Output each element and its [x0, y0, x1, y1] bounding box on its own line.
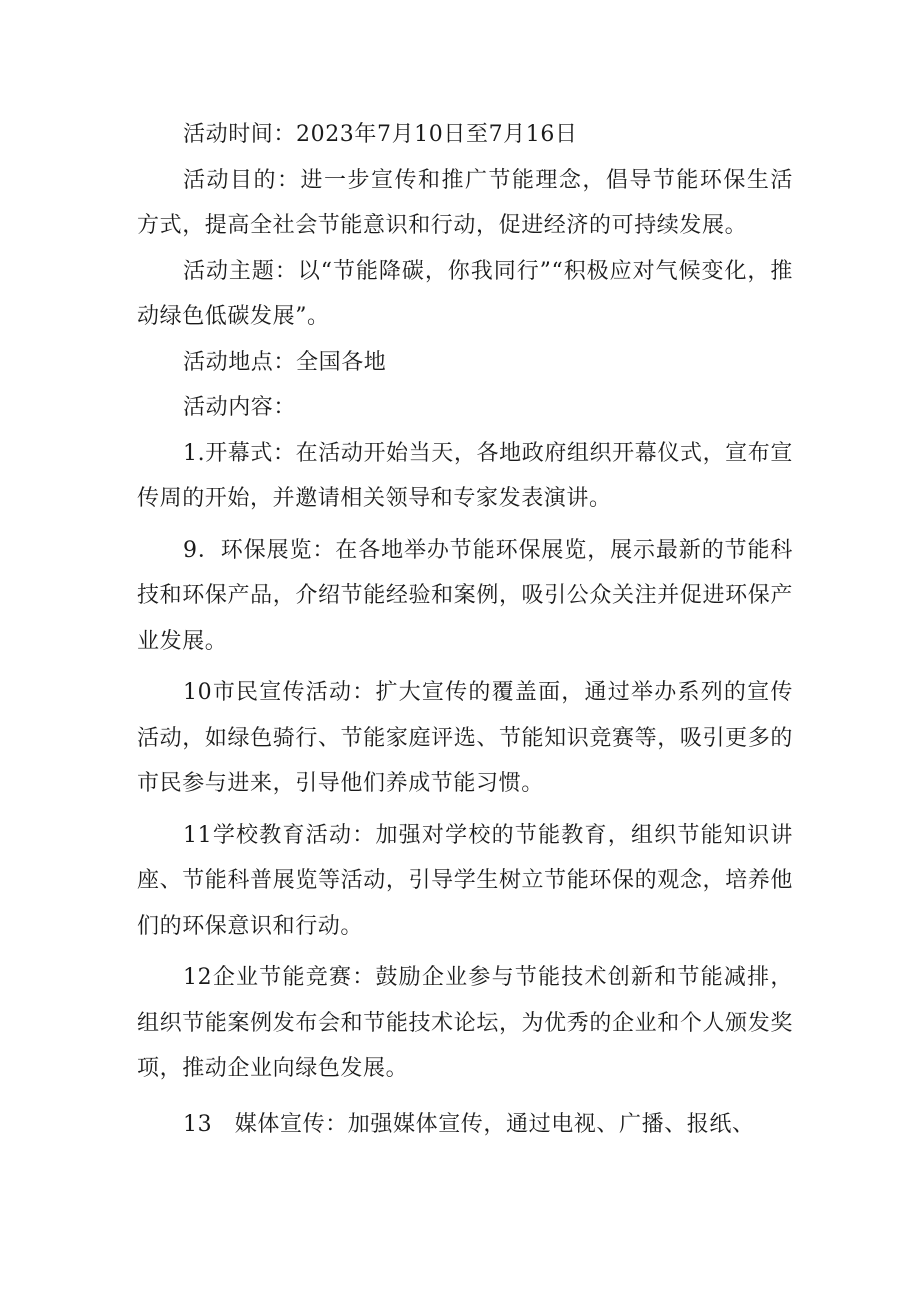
paragraph-activity-time: 活动时间：2023年7月10日至7月16日 — [183, 122, 578, 147]
paragraph-item-citizen-campaign: 10市民宣传活动：扩大宣传的覆盖面，通过举办系列的宣传活动，如绿色骑行、节能家庭评选、节能知识竞赛等，吸引更多的市民参与进来，引导他们养成节能习惯。 — [137, 680, 793, 796]
paragraph-activity-location: 活动地点：全国各地 — [183, 349, 387, 375]
paragraph-item-school-education: 11学校教育活动：加强对学校的节能教育，组织节能知识讲座、节能科普展览等活动，引导学生树立节能环保的观念，培养他们的环保意识和行动。 — [137, 822, 793, 939]
paragraph-activity-purpose: 活动目的：进一步宣传和推广节能理念，倡导节能环保生活方式，提高全社会节能意识和行动，促进经济的可持续发展。 — [137, 167, 793, 238]
paragraph-item-media-publicity: 13 媒体宣传：加强媒体宣传，通过电视、广播、报纸、 — [183, 1111, 755, 1137]
document-body — [137, 112, 793, 1147]
paragraph-activity-theme: 活动主题：以“节能降碳，你我同行”“积极应对气候变化，推动绿色低碳发展”。 — [137, 258, 793, 329]
paragraph-item-opening-ceremony: 1.开幕式：在活动开始当天，各地政府组织开幕仪式，宣布宣传周的开始，并邀请相关领导和专家发表演讲。 — [137, 440, 793, 511]
paragraph-activity-content-heading: 活动内容： — [183, 395, 297, 420]
paragraph-item-environmental-exhibition: 9．环保展览：在各地举办节能环保展览，展示最新的节能科技和环保产品，介绍节能经验和案例，吸引公众关注并促进环保产业发展。 — [137, 537, 793, 654]
paragraph-item-enterprise-competition: 12企业节能竞赛：鼓励企业参与节能技术创新和节能减排，组织节能案例发布会和节能技术论坛，为优秀的企业和个人颁发奖项，推动企业向绿色发展。 — [137, 965, 793, 1081]
